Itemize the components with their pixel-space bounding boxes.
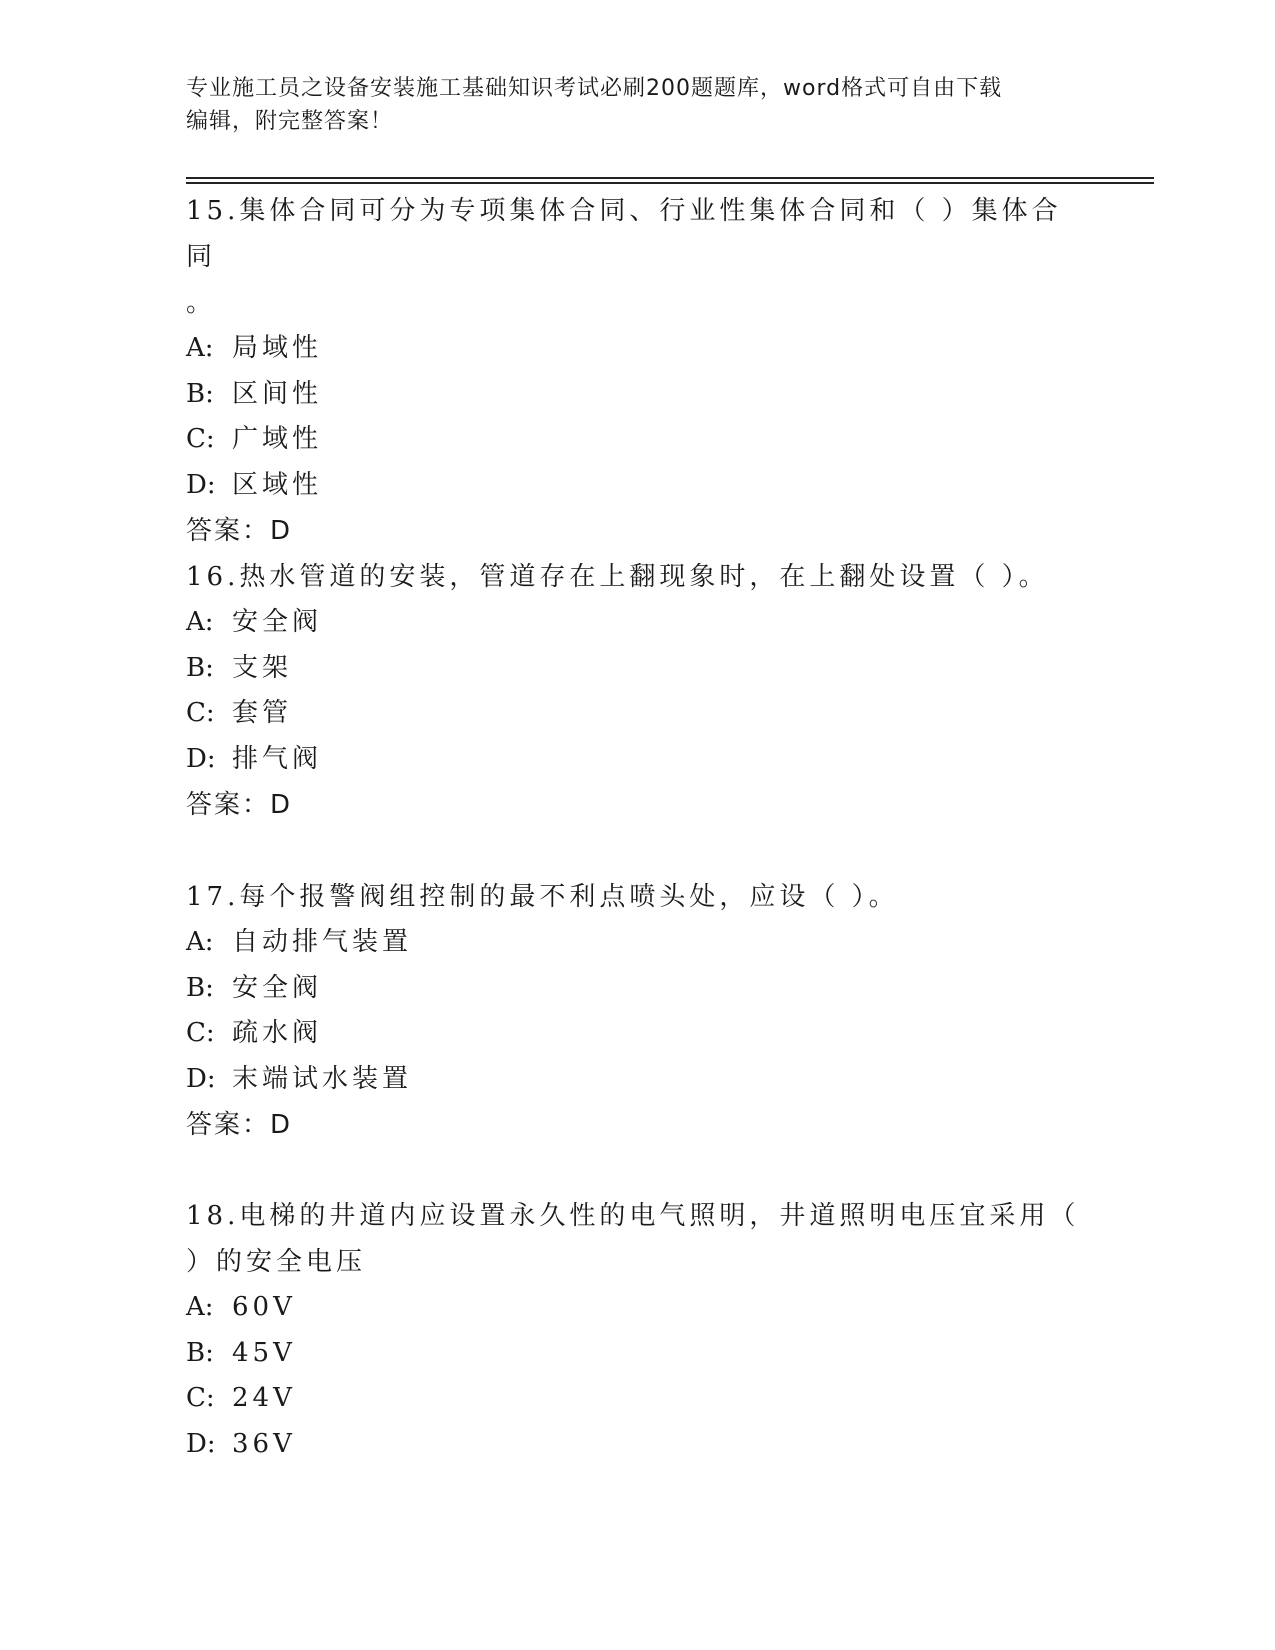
option-text: 支架 <box>232 652 293 683</box>
option-letter: A: <box>186 927 214 957</box>
answer-line: 答案：D <box>186 790 293 820</box>
option-a <box>186 326 1086 372</box>
option-letter: C: <box>186 1018 215 1048</box>
question-16 <box>186 554 1086 828</box>
header-line-1: 专业施工员之设备安装施工基础知识考试必刷200题题库，word格式可自由下载 <box>186 76 1003 101</box>
option-letter: C: <box>186 1383 215 1413</box>
question-text: 18.电梯的井道内应设置永久性的电气照明，井道照明电压宜采用（ <box>186 1201 1080 1231</box>
option-text: 广域性 <box>232 424 323 454</box>
question-17 <box>186 874 1086 1148</box>
option-text: 区域性 <box>232 469 323 500</box>
question-18 <box>186 1193 1086 1467</box>
option-text: 24V <box>232 1383 296 1413</box>
option-b <box>186 1331 1086 1377</box>
option-letter: A: <box>186 607 214 637</box>
option-text: 末端试水装置 <box>232 1063 413 1094</box>
question-15 <box>186 188 1086 554</box>
option-letter: B: <box>186 378 214 409</box>
option-b <box>186 372 1086 418</box>
option-c <box>186 1376 1086 1422</box>
option-c <box>186 691 1086 737</box>
option-letter: D: <box>186 469 216 500</box>
option-letter: B: <box>186 1337 214 1368</box>
question-text: 16.热水管道的安装，管道存在上翻现象时，在上翻处设置（ ）。 <box>186 562 1049 592</box>
option-a <box>186 920 1086 966</box>
option-c <box>186 417 1086 463</box>
answer-line: 答案：D <box>186 516 293 546</box>
option-text: 36V <box>232 1428 296 1459</box>
option-text: 60V <box>232 1292 296 1322</box>
question-text: 17.每个报警阀组控制的最不利点喷头处，应设（ ）。 <box>186 882 899 912</box>
option-d <box>186 1057 1086 1103</box>
option-text: 局域性 <box>232 333 323 363</box>
option-c <box>186 1011 1086 1057</box>
option-letter: D: <box>186 743 216 774</box>
option-text: 疏水阀 <box>232 1018 323 1048</box>
option-letter: D: <box>186 1428 216 1459</box>
header-divider-bottom <box>186 182 1154 184</box>
option-a <box>186 1285 1086 1331</box>
option-letter: A: <box>186 1292 214 1322</box>
option-b <box>186 646 1086 692</box>
answer-line: 答案：D <box>186 1110 293 1140</box>
option-letter: C: <box>186 698 215 728</box>
option-d <box>186 1422 1086 1468</box>
option-letter: D: <box>186 1063 216 1094</box>
option-text: 区间性 <box>232 378 323 409</box>
header-line-2: 编辑，附完整答案！ <box>186 109 394 134</box>
header-divider-top <box>186 177 1154 179</box>
option-text: 套管 <box>232 698 293 728</box>
question-text-continued: ）的安全电压 <box>186 1247 367 1277</box>
question-text-continued: 。 <box>186 288 217 318</box>
option-text: 排气阀 <box>232 743 323 774</box>
option-b <box>186 966 1086 1012</box>
option-text: 45V <box>232 1337 296 1368</box>
question-text: 15.集体合同可分为专项集体合同、行业性集体合同和（ ）集体合同 <box>186 196 1062 272</box>
option-letter: B: <box>186 652 214 683</box>
option-letter: A: <box>186 333 214 363</box>
option-a <box>186 600 1086 646</box>
option-text: 自动排气装置 <box>232 927 413 957</box>
option-d <box>186 737 1086 783</box>
document-header <box>186 72 1086 138</box>
option-text: 安全阀 <box>232 607 323 637</box>
option-letter: C: <box>186 424 215 454</box>
option-d <box>186 463 1086 509</box>
option-letter: B: <box>186 972 214 1003</box>
option-text: 安全阀 <box>232 972 323 1003</box>
